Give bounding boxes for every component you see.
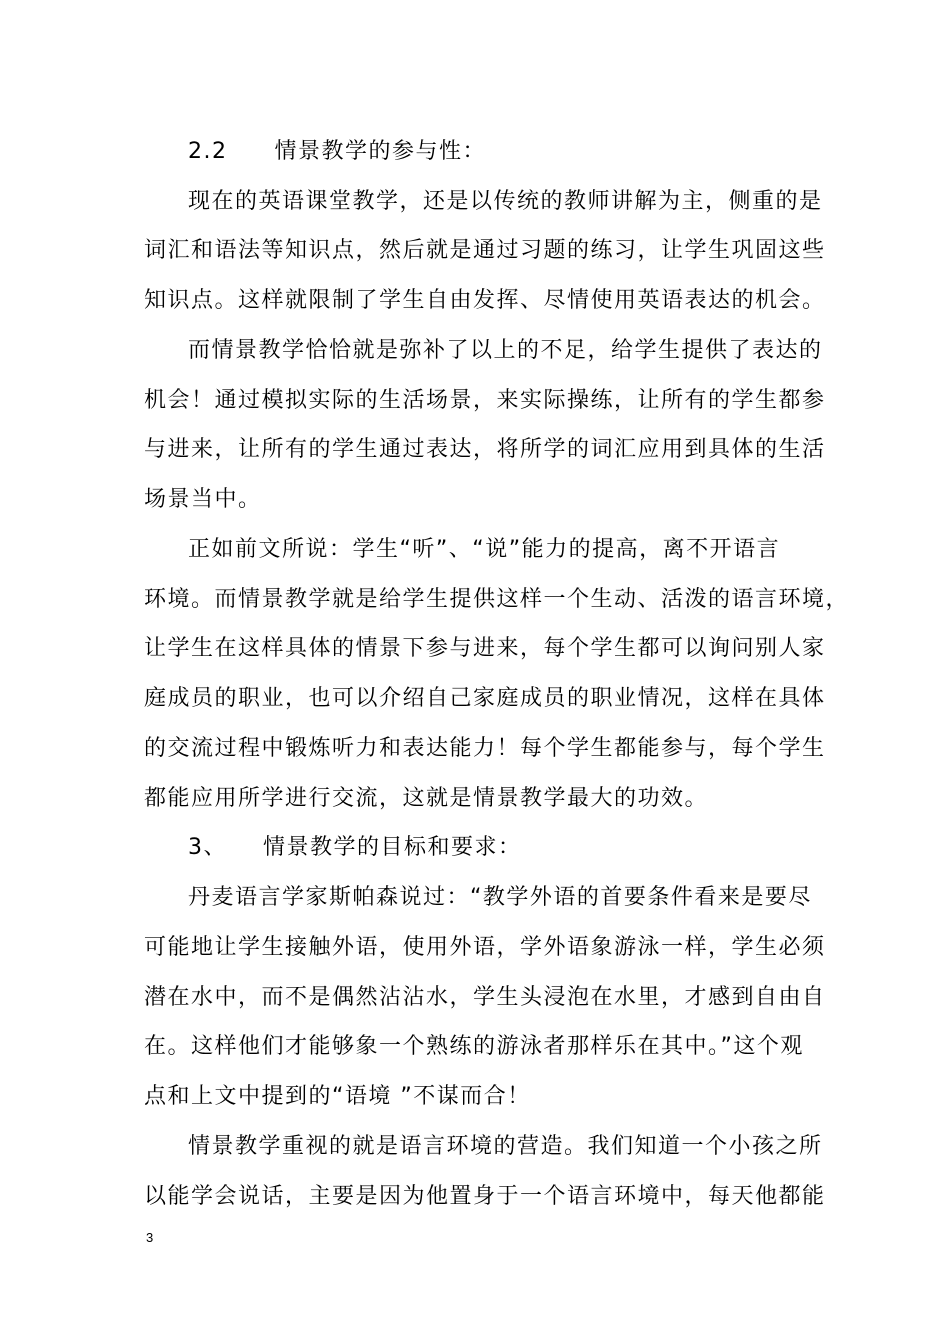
paragraph-line: 现在的英语课堂教学，还是以传统的教师讲解为主，侧重的是 (188, 189, 823, 214)
paragraph-line: 而情景教学恰恰就是弥补了以上的不足，给学生提供了表达的 (188, 338, 823, 363)
paragraph-line: 丹麦语言学家斯帕森说过：“教学外语的首要条件看来是要尽 (188, 885, 812, 910)
paragraph-line: 在。这样他们才能够象一个熟练的游泳者那样乐在其中。”这个观 (144, 1034, 804, 1059)
paragraph-line: 让学生在这样具体的情景下参与进来，每个学生都可以询问别人家 (144, 636, 826, 661)
paragraph-line: 的交流过程中锻炼听力和表达能力！每个学生都能参与，每个学生 (144, 736, 826, 761)
paragraph-line: 都能应用所学进行交流，这就是情景教学最大的功效。 (144, 786, 709, 811)
paragraph-line: 正如前文所说：学生“听”、“说”能力的提高，离不开语言 (188, 537, 781, 562)
paragraph-line: 机会！通过模拟实际的生活场景，来实际操练，让所有的学生都参 (144, 388, 826, 413)
section-heading-3: 3、 情景教学的目标和要求： (188, 835, 522, 860)
paragraph-line: 以能学会说话，主要是因为他置身于一个语言环境中，每天他都能 (144, 1184, 826, 1209)
paragraph-line: 环境。而情景教学就是给学生提供这样一个生动、活泼的语言环境， (144, 587, 850, 612)
paragraph-line: 可能地让学生接触外语，使用外语，学外语象游泳一样，学生必须 (144, 935, 826, 960)
paragraph-line: 潜在水中，而不是偶然沾沾水，学生头浸泡在水里，才感到自由自 (144, 985, 826, 1010)
paragraph-line: 情景教学重视的就是语言环境的营造。我们知道一个小孩之所 (188, 1134, 823, 1159)
paragraph-line: 与进来，让所有的学生通过表达，将所学的词汇应用到具体的生活 (144, 437, 826, 462)
section-heading-2-2: 2.2 情景教学的参与性： (188, 139, 486, 164)
paragraph-line: 庭成员的职业，也可以介绍自己家庭成员的职业情况，这样在具体 (144, 686, 826, 711)
paragraph-line: 场景当中。 (144, 487, 262, 512)
paragraph-line: 词汇和语法等知识点，然后就是通过习题的练习，让学生巩固这些 (144, 238, 826, 263)
paragraph-line: 知识点。这样就限制了学生自由发挥、尽情使用英语表达的机会。 (144, 288, 826, 313)
paragraph-line: 点和上文中提到的“语境 ”不谋而合！ (144, 1084, 531, 1109)
page-number: 3 (146, 1230, 154, 1245)
